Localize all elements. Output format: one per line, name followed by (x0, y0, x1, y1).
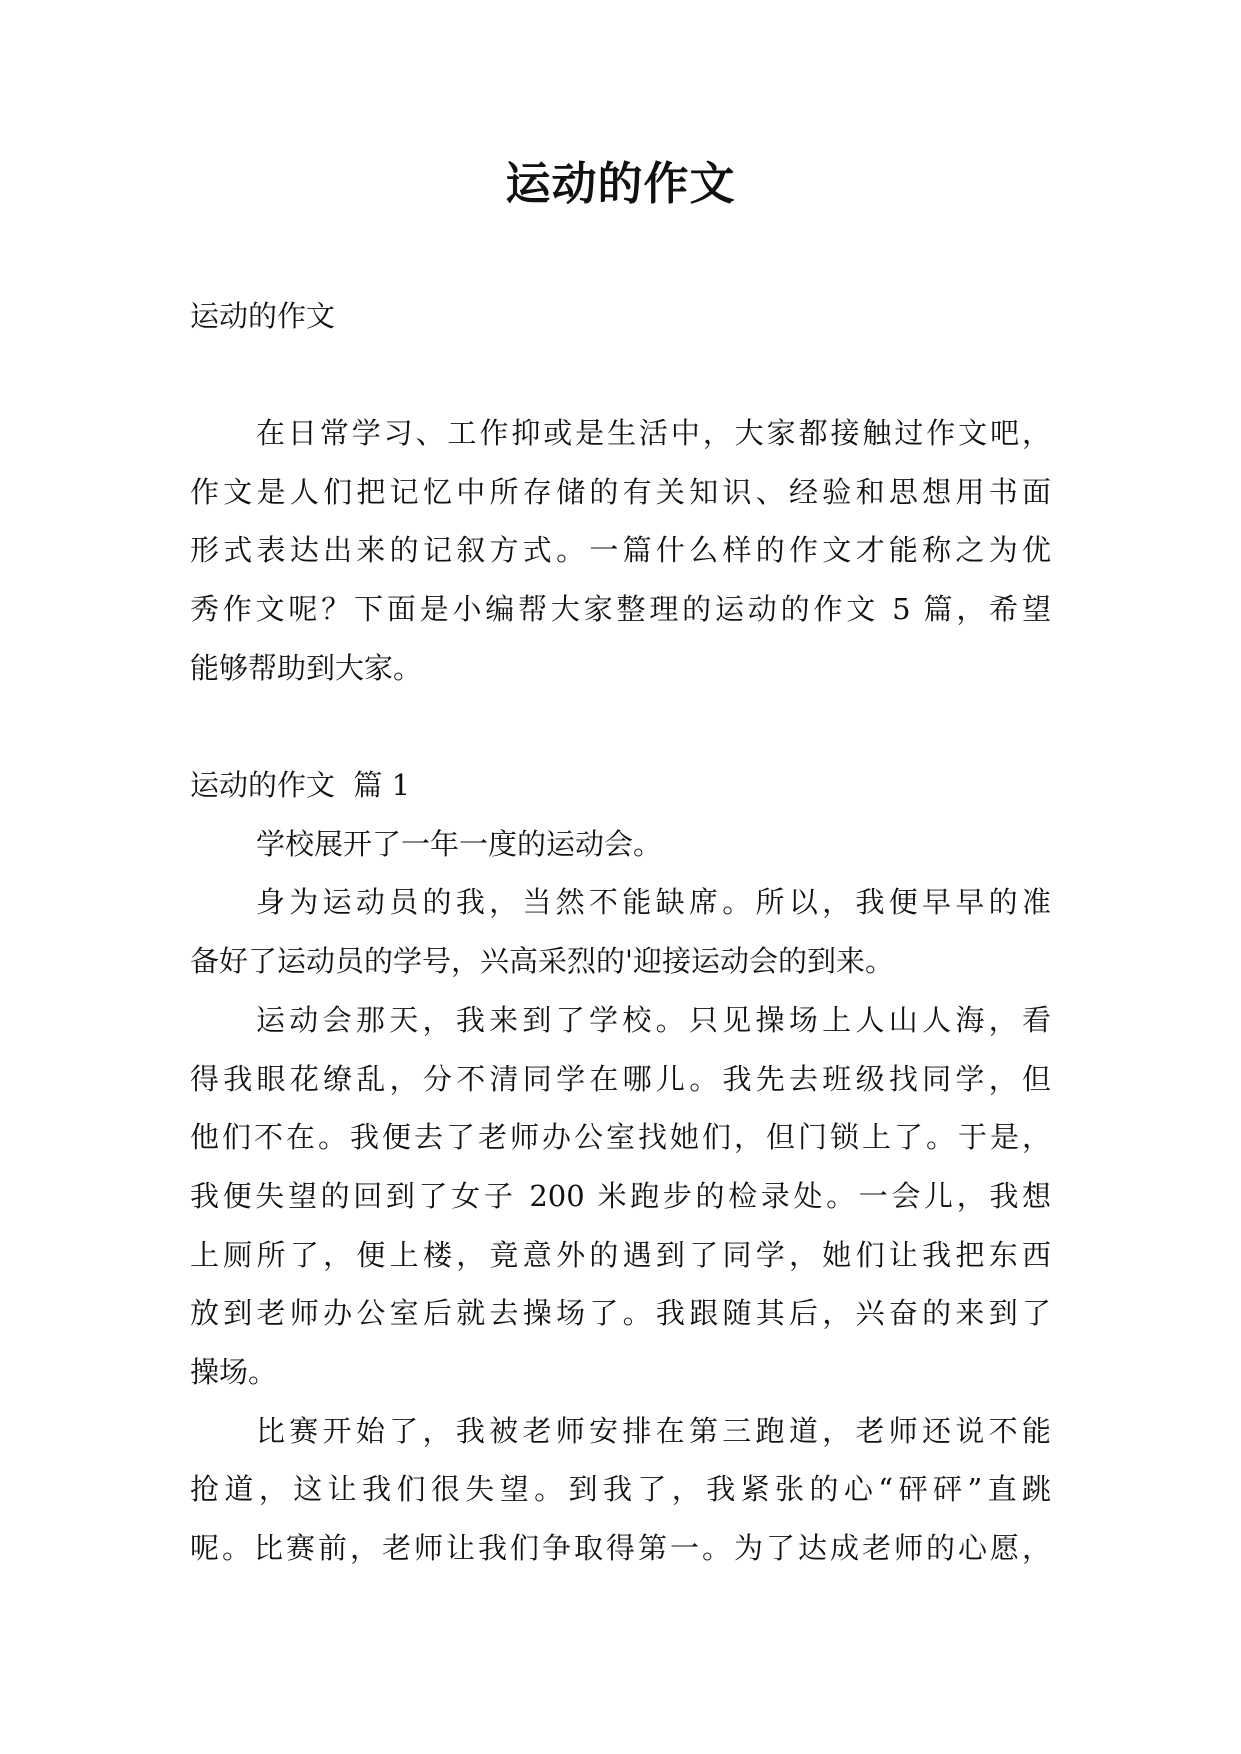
paragraph-line: 他们不在。我便去了老师办公室找她们，但门锁上了。于是， (190, 1120, 1051, 1155)
paragraph-line: 备好了运动员的学号，兴高采烈的'迎接运动会的到来。 (190, 944, 894, 979)
paragraph-line: 作文是人们把记忆中所存储的有关知识、经验和思想用书面 (190, 474, 1051, 509)
paragraph-line: 身为运动员的我，当然不能缺席。所以，我便早早的准 (256, 885, 1051, 920)
blank-line (190, 697, 1051, 756)
document-title: 运动的作文 (505, 157, 736, 210)
paragraph-line: 形式表达出来的记叙方式。一篇什么样的作文才能称之为优 (190, 533, 1051, 568)
section-heading: 运动的作文 篇 1 (190, 768, 411, 803)
paragraph-line: 能够帮助到大家。 (190, 650, 423, 685)
paragraph-line: 学校展开了一年一度的运动会。 (256, 826, 663, 861)
paragraph-line: 比赛开始了，我被老师安排在第三跑道，老师还说不能 (256, 1413, 1051, 1448)
body-paragraph (190, 1402, 1051, 1578)
paragraph-line: 呢。比赛前，老师让我们争取得第一。为了达成老师的心愿， (190, 1531, 1051, 1566)
paragraph-line: 抢道，这让我们很失望。到我了，我紧张的心“砰砰”直跳 (190, 1472, 1051, 1507)
document-subtitle: 运动的作文 (190, 298, 336, 333)
paragraph-line: 放到老师办公室后就去操场了。我跟随其后，兴奋的来到了 (190, 1296, 1051, 1331)
body-paragraph (190, 991, 1051, 1402)
body-paragraph (190, 815, 1051, 874)
paragraph-line: 秀作文呢？下面是小编帮大家整理的运动的作文 5 篇，希望 (190, 592, 1051, 627)
paragraph-line: 操场。 (190, 1354, 278, 1389)
paragraph-line: 在日常学习、工作抑或是生活中，大家都接触过作文吧， (256, 415, 1051, 450)
body-paragraph (190, 873, 1051, 990)
document-body (190, 287, 1051, 1578)
intro-paragraph (190, 404, 1051, 697)
paragraph-line: 运动会那天，我来到了学校。只见操场上人山人海，看 (256, 1002, 1051, 1037)
blank-line (190, 345, 1051, 404)
paragraph-line: 得我眼花缭乱，分不清同学在哪儿。我先去班级找同学，但 (190, 1061, 1051, 1096)
paragraph-line: 我便失望的回到了女子 200 米跑步的检录处。一会儿，我想 (190, 1178, 1051, 1213)
paragraph-line: 上厕所了，便上楼，竟意外的遇到了同学，她们让我把东西 (190, 1237, 1051, 1272)
